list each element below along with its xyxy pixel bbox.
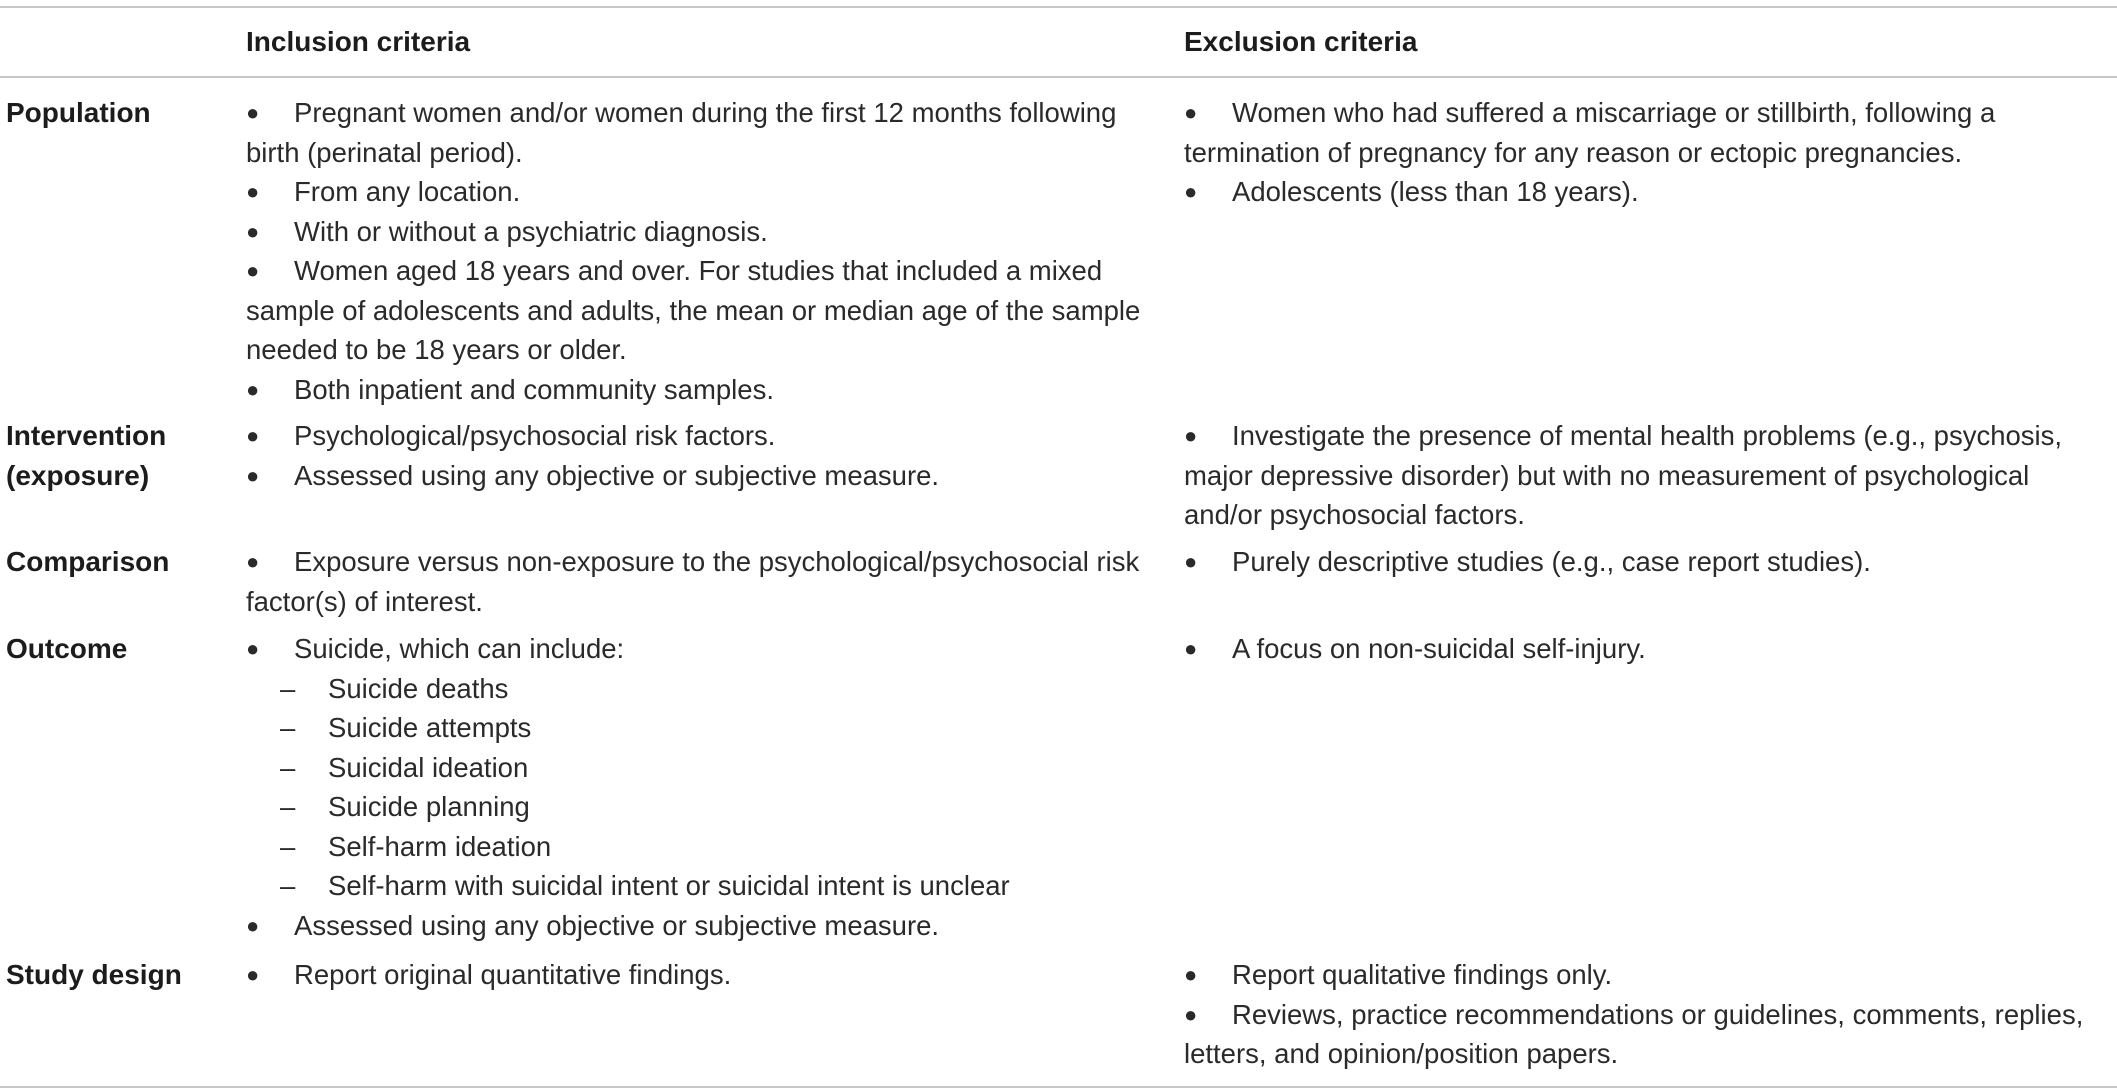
exclusion-header: Exclusion criteria <box>1184 26 1418 57</box>
bullet-icon: ● <box>1184 549 1198 574</box>
bullet-icon: ● <box>1184 179 1198 204</box>
sub-list-item: – Self-harm ideation <box>246 827 1171 867</box>
bullet-icon: ● <box>1184 423 1198 448</box>
list-item: ● Women aged 18 years and over. For studies that included a mixed sample of adolescents and adults, the mean or median age of the sample needed to be 18 years or older. <box>246 251 1171 370</box>
list-item: ● Psychological/psychosocial risk factors. <box>246 416 1171 456</box>
row-label-comparison: Comparison <box>6 546 170 577</box>
population-inclusion <box>246 93 1171 409</box>
study-design-inclusion <box>246 955 1171 995</box>
bullet-icon: ● <box>246 462 260 488</box>
bullet-icon: ● <box>246 258 260 283</box>
bullet-icon: ● <box>246 549 260 574</box>
list-item: ● Pregnant women and/or women during the first 12 months following birth (perinatal period). <box>246 93 1171 172</box>
sub-list-item: – Suicide deaths <box>246 669 1171 709</box>
list-item: ● Both inpatient and community samples. <box>246 370 1171 410</box>
row-label-study-design: Study design <box>6 959 182 990</box>
inclusion-header: Inclusion criteria <box>246 26 471 57</box>
list-item: ● Suicide, which can include: <box>246 629 1171 669</box>
study-design-exclusion <box>1184 955 2089 1074</box>
list-item: ● Women who had suffered a miscarriage or stillbirth, following a termination of pregnancy for any reason or ectopic pregnancies. <box>1184 93 2089 172</box>
sub-list-item: – Self-harm with suicidal intent or suicidal intent is unclear <box>246 866 1171 906</box>
sub-list-item: – Suicide planning <box>246 787 1171 827</box>
list-item: ● With or without a psychiatric diagnosis. <box>246 212 1171 252</box>
intervention-exclusion <box>1184 416 2089 535</box>
list-item: ● Purely descriptive studies (e.g., case report studies). <box>1184 542 2089 582</box>
dash-icon: – <box>280 870 296 901</box>
list-item: ● Assessed using any objective or subjective measure. <box>246 456 1171 496</box>
bullet-icon: ● <box>1184 1001 1198 1027</box>
bullet-icon: ● <box>246 423 260 448</box>
list-item: ● Exposure versus non-exposure to the psychological/psychosocial risk factor(s) of interest. <box>246 542 1171 621</box>
row-label-population: Population <box>6 97 151 128</box>
list-item: ● A focus on non-suicidal self-injury. <box>1184 629 2089 669</box>
table-top-rule <box>0 6 2117 8</box>
outcome-exclusion <box>1184 629 2089 669</box>
bullet-icon: ● <box>1184 636 1198 661</box>
comparison-inclusion <box>246 542 1171 621</box>
population-exclusion <box>1184 93 2089 212</box>
list-item: ● Reviews, practice recommendations or guidelines, comments, replies, letters, and opinion/position papers. <box>1184 995 2089 1074</box>
bullet-icon: ● <box>1184 962 1198 987</box>
outcome-inclusion <box>246 629 1171 945</box>
list-item: ● Investigate the presence of mental health problems (e.g., psychosis, major depressive disorder) but with no measurement of psychological and/or psychosocial factors. <box>1184 416 2089 535</box>
sub-list-item: – Suicide attempts <box>246 708 1171 748</box>
bullet-icon: ● <box>246 636 260 661</box>
bullet-icon: ● <box>246 912 260 938</box>
row-label-intervention: Intervention (exposure) <box>6 420 167 491</box>
dash-icon: – <box>280 830 296 862</box>
comparison-exclusion <box>1184 542 2089 582</box>
bullet-icon: ● <box>246 100 260 125</box>
list-item: ● Adolescents (less than 18 years). <box>1184 172 2089 212</box>
bullet-icon: ● <box>246 218 260 244</box>
table-bottom-rule <box>0 1086 2117 1088</box>
dash-icon: – <box>280 672 296 704</box>
sub-list-item: – Suicidal ideation <box>246 748 1171 788</box>
bullet-icon: ● <box>246 962 260 987</box>
list-item: ● Report qualitative findings only. <box>1184 955 2089 995</box>
list-item: ● From any location. <box>246 172 1171 212</box>
bullet-icon: ● <box>246 376 260 402</box>
dash-icon: – <box>280 712 296 743</box>
bullet-icon: ● <box>246 179 260 204</box>
dash-icon: – <box>280 751 296 783</box>
intervention-inclusion <box>246 416 1171 495</box>
dash-icon: – <box>280 791 296 822</box>
list-item: ● Assessed using any objective or subjective measure. <box>246 906 1171 946</box>
bullet-icon: ● <box>1184 100 1198 125</box>
list-item: ● Report original quantitative findings. <box>246 955 1171 995</box>
row-label-outcome: Outcome <box>6 633 128 664</box>
header-rule <box>0 76 2117 78</box>
